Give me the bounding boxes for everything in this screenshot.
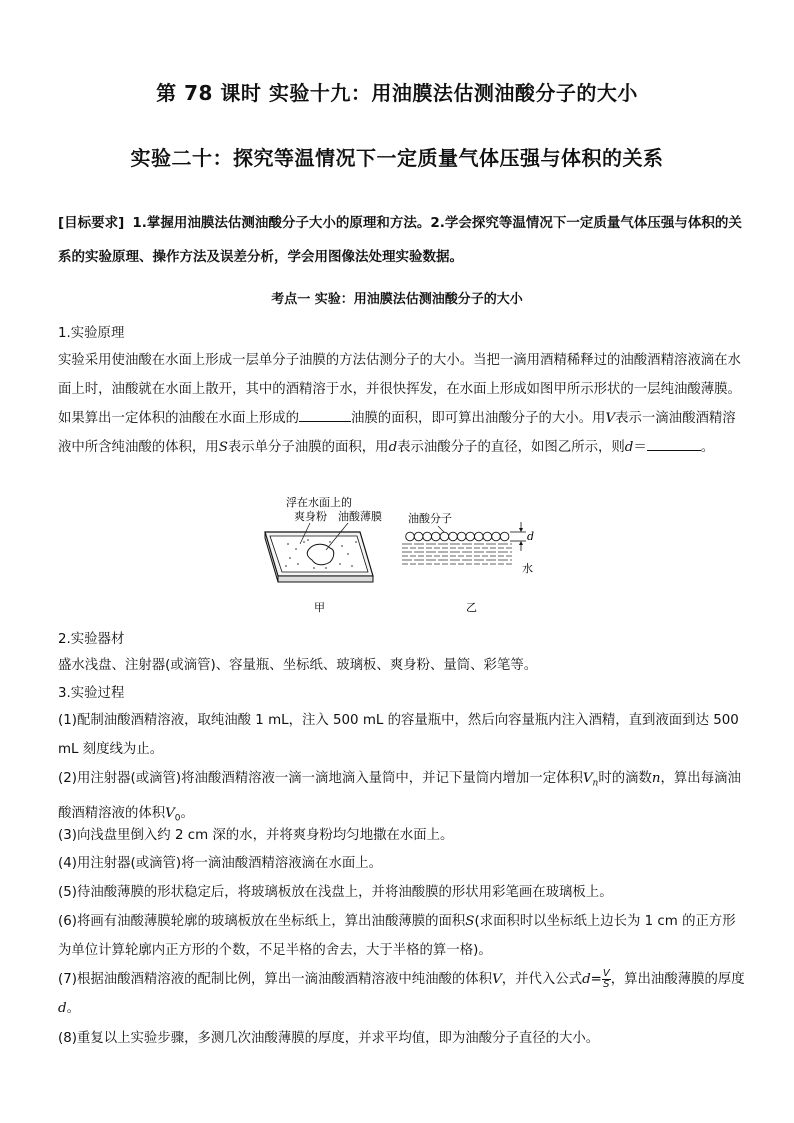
oil-molecule <box>500 532 509 541</box>
caption-jia: 甲 <box>314 601 325 614</box>
s2-text-c: ，算出每滴油酸酒精溶液的体积 <box>58 771 741 821</box>
fraction-denominator: S <box>603 978 610 990</box>
s7-text-a: (7)根据油酸酒精溶液的配制比例，算出一滴油酸酒精溶液中纯油酸的体积 <box>58 972 493 987</box>
s7-var-d2: d <box>58 1001 67 1016</box>
var-S: S <box>218 440 228 455</box>
period: 。 <box>700 440 715 455</box>
s2-text-d: 。 <box>180 805 194 821</box>
s2-var-v0: V <box>165 805 175 821</box>
s2-text-b: 时的滴数 <box>598 771 652 786</box>
var-V: V <box>605 411 616 426</box>
s2-var-v: V <box>582 771 593 786</box>
process-step-3: (3)向浅盘里倒入约 2 cm 深的水，并将爽身粉均匀地撒在水面上。 <box>58 828 454 843</box>
goals-text: 1.掌握用油膜法估测油酸分子大小的原理和方法。2.学会探究等温情况下一定质量气体压强与体积的关系的实验原理、操作方法及误差分析，学会用图像法处理实验数据。 <box>58 215 742 265</box>
var-d-eq: d <box>624 440 634 455</box>
s2-var-n: n <box>651 771 661 786</box>
equipment-heading: 2.实验器材 <box>58 632 125 647</box>
s7-text-e: 。 <box>66 1001 80 1016</box>
process-heading: 3.实验过程 <box>58 686 125 701</box>
s6-text-b: (求面积时以坐标纸上边长为 1 cm 的正方形为单位计算轮廓内正方形的个数，不足半格的舍去，大于半格的算一格)。 <box>58 914 736 958</box>
s7-equals: = <box>590 972 602 987</box>
equals-sign: ＝ <box>633 440 647 455</box>
s2-var-v0-sub: 0 <box>174 813 181 824</box>
oil-molecule <box>483 532 492 541</box>
s7-var-V: V <box>492 972 502 987</box>
figure-yi <box>402 511 534 575</box>
s2-var-v-sub: n <box>592 778 599 789</box>
s2-text-a: (2)用注射器(或滴管)将油酸酒精溶液一滴一滴地滴入量筒中，并记下量筒内增加一定体积 <box>58 771 583 786</box>
process-step-4: (4)用注射器(或滴管)将一滴油酸酒精溶液滴在水面上。 <box>58 856 383 871</box>
process-step-1: (1)配制油酸酒精溶液，取纯油酸 1 mL，注入 500 mL 的容量瓶中，然后向容量瓶内注入酒精，直到液面到达 500 mL 刻度线为止。 <box>58 713 739 757</box>
section-title: 考点一 实验：用油膜法估测油酸分子的大小 <box>271 292 523 307</box>
process-step-6 <box>58 907 748 965</box>
label-jia-2: 爽身粉 <box>294 510 327 523</box>
s7-text-c: ，算出油酸薄膜的厚度 <box>610 972 745 987</box>
principle-text-5: 表示油酸分子的直径，如图乙所示，则 <box>397 440 625 455</box>
label-d: d <box>527 530 535 543</box>
s6-text-a: (6)将画有油酸薄膜轮廓的玻璃板放在坐标纸上，算出油酸薄膜的面积 <box>58 914 466 929</box>
label-jia-1: 浮在水面上的 <box>286 496 352 509</box>
principle-paragraph <box>58 346 748 462</box>
oil-molecule <box>449 532 458 541</box>
oil-molecules <box>406 532 509 541</box>
oil-molecule <box>406 532 415 541</box>
principle-heading: 1.实验原理 <box>58 326 125 341</box>
principle-text-1: 实验采用使油酸在水面上形成一层单分子油膜的方法估测分子的大小。当把一滴用酒精稀释过的油酸酒精溶液滴在水面上时，油酸就在水面上散开，其中的酒精溶于水，并很快挥发，在水面上形成如图甲所示形状的一层纯油酸薄膜。如果算出一定体积的油酸在水面上形成的 <box>58 353 741 426</box>
lesson-title: 第 78 课时 实验十九：用油膜法估测油酸分子的大小 <box>156 81 638 105</box>
label-jia-3: 油酸薄膜 <box>338 510 382 523</box>
formula-fraction <box>602 969 611 990</box>
water-lines <box>402 544 512 564</box>
learning-goals <box>58 206 744 274</box>
process-step-8: (8)重复以上实验步骤，多测几次油酸薄膜的厚度，并求平均值，即为油酸分子直径的大小。 <box>58 1031 600 1046</box>
oil-molecule <box>440 532 449 541</box>
goals-tag: [目标要求] <box>58 215 125 231</box>
oil-molecule <box>457 532 466 541</box>
process-step-7 <box>58 965 748 1023</box>
principle-text-3: 表示一滴油酸酒精溶液中所含纯油酸的体积，用 <box>58 411 736 455</box>
dim-arrowhead-2 <box>519 541 523 545</box>
principle-text-2: 油膜的面积，即可算出油酸分子的大小。用 <box>351 411 606 426</box>
principle-text-4: 表示单分子油膜的面积，用 <box>227 440 389 455</box>
label-water: 水 <box>522 562 533 575</box>
s7-var-d: d <box>582 972 591 987</box>
label-molecule: 油酸分子 <box>408 512 452 525</box>
oil-molecule <box>432 532 441 541</box>
figure-oil-film <box>230 494 560 616</box>
lesson-subtitle: 实验二十：探究等温情况下一定质量气体压强与体积的关系 <box>130 146 664 170</box>
dim-arrowhead-1 <box>519 528 523 532</box>
oil-molecule <box>423 532 432 541</box>
s6-var-S: S <box>465 914 475 929</box>
pointer-molecule <box>438 526 444 532</box>
figure-jia-tray <box>265 532 373 582</box>
blank-2[interactable] <box>647 436 701 451</box>
caption-yi: 乙 <box>466 601 477 614</box>
var-d: d <box>388 440 398 455</box>
process-step-5: (5)待油酸薄膜的形状稳定后，将玻璃板放在浅盘上，并将油酸膜的形状用彩笔画在玻璃板上。 <box>58 885 613 900</box>
s7-text-b: ，并代入公式 <box>501 972 583 987</box>
oil-molecule <box>414 532 423 541</box>
oil-molecule <box>492 532 501 541</box>
blank-1[interactable] <box>299 407 351 422</box>
oil-molecule <box>475 532 484 541</box>
fraction-numerator: V <box>602 967 610 979</box>
equipment-text: 盛水浅盘、注射器(或滴管)、容量瓶、坐标纸、玻璃板、爽身粉、量筒、彩笔等。 <box>58 658 538 673</box>
oil-molecule <box>466 532 475 541</box>
